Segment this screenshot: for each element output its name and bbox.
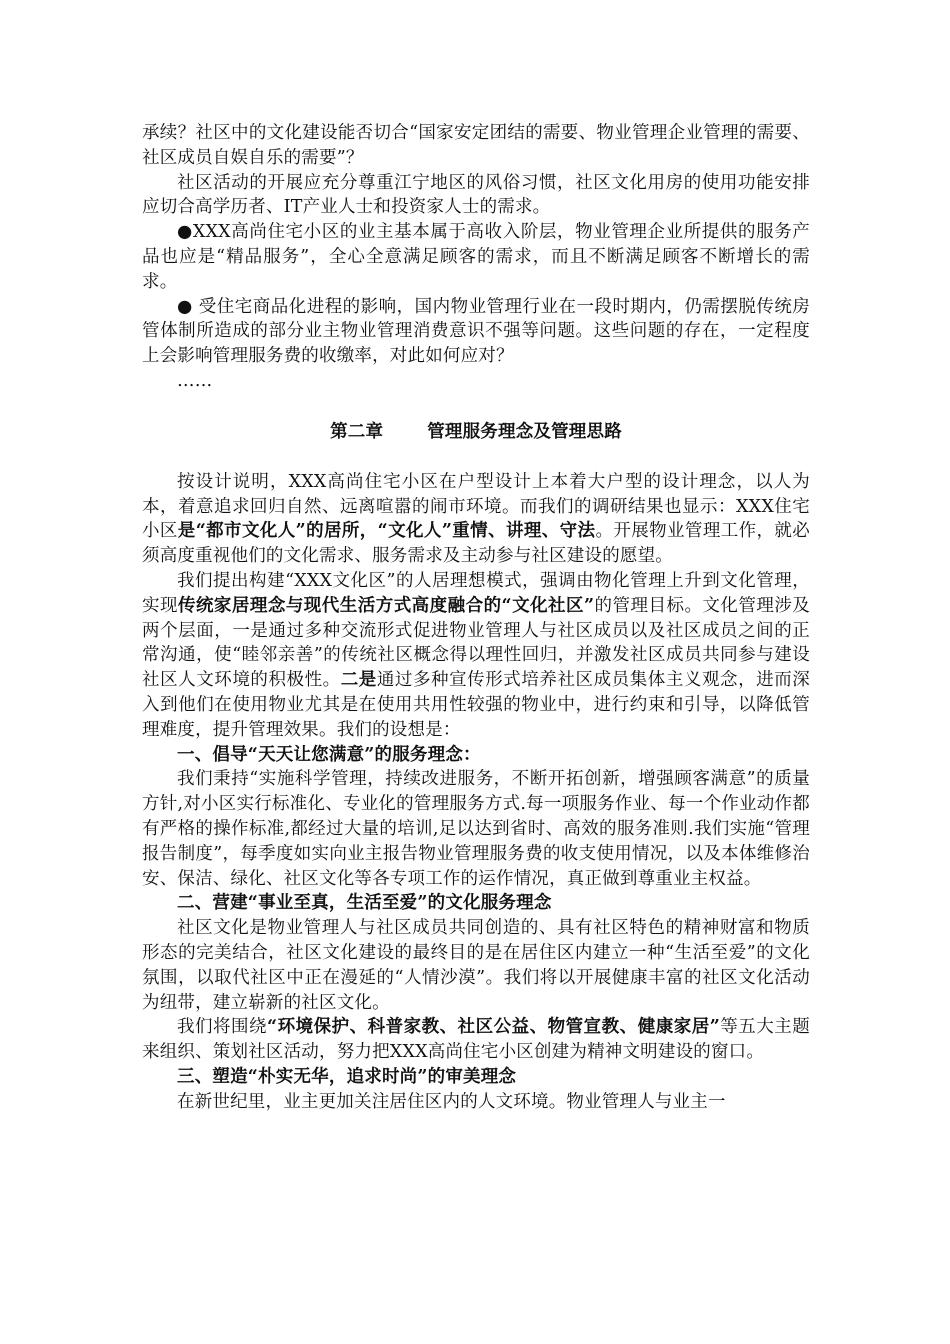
bold-run: 是“都市文化人”的居所，“文化人”重情、讲理、守法 (177, 521, 596, 542)
section-body-2b (142, 1015, 810, 1065)
paragraph-bullet-commercialization: ● 受住宅商品化进程的影响，国内物业管理行业在一段时期内，仍需摆脱传统房管体制所造成的部分业主物业管理消费意识不强等问题。这些问题的存在，一定程度上会影响管理服务费的收缴率，对此如何应对？ (142, 296, 810, 367)
paragraph-bullet-high-income: ●XXX高尚住宅小区的业主基本属于高收入阶层，物业管理企业所提供的服务产品也应是“精品服务”，全心全意满足顾客的需求，而且不断满足顾客不断增长的需求。 (142, 222, 810, 292)
bold-run: “环境保护、科普家教、社区公益、物管宣教、健康家居” (267, 1017, 720, 1038)
section-heading-2: 二、营建“事业至真，生活至爱”的文化服务理念 (177, 893, 552, 914)
bold-run: 二是 (340, 670, 377, 691)
text-run: 的管理目标。文化管理涉及两个层面，一是通过多种交流形式促进物业管理人与社区成员以及社区成员之间的正常沟通，使“睦邻亲善”的传统社区概念得以理性回归，并激发社区成员共同参与建设社区人文环境的积极性。 (142, 595, 811, 691)
paragraph-custom-respect: 社区活动的开展应充分尊重江宁地区的风俗习惯，社区文化用房的使用功能安排应切合高学历者、IT产业人士和投资家人士的需求。 (142, 172, 810, 218)
document-body (142, 121, 810, 1114)
paragraph-culture-district (142, 569, 810, 743)
text-run: 按设计说明，XXX高尚住宅小区在户型设计上本着大户型的设计理念，以人为本，着意追求回归自然、远离喧嚣的闹市环境。而我们的调研结果也显示：XXX住宅小区 (142, 471, 810, 542)
chapter-number: 第二章 (330, 421, 384, 442)
section-body-2a: 社区文化是物业管理人与社区成员共同创造的、具有社区特色的精神财富和物质形态的完美结合，社区文化建设的最终目的是在居住区内建立一种“生活至爱”的文化氛围，以取代社区中正在漫延的“人情沙漠”。我们将以开展健康丰富的社区文化活动为纽带，建立崭新的社区文化。 (142, 918, 810, 1013)
text-run: 通过多种宣传形式培养社区成员集体主义观念，进而深入到他们在使用物业尤其是在使用共用性较强的物业中，进行约束和引导，以降低管理难度，提升管理效果。我们的设想是： (142, 670, 810, 740)
paragraph-design-intro (142, 470, 810, 569)
section-heading-1: 一、倡导“天天让您满意”的服务理念： (177, 744, 481, 765)
text-run: 我们提出构建“XXX文化区”的人居理想模式，强调由物化管理上升到文化管理，实现 (142, 570, 810, 616)
chapter-title: 管理服务理念及管理思路 (427, 421, 622, 442)
bold-run: 传统家居理念与现代生活方式高度融合的“文化社区” (177, 595, 595, 616)
section-body-1: 我们秉持“实施科学管理，持续改进服务，不断开拓创新，增强顾客满意”的质量方针,对小区实行标准化、专业化的管理服务方式.每一项服务作业、每一个作业动作都有严格的操作标准,都经过大量的培训,足以达到省时、高效的服务准则.我们实施“管理报告制度”，每季度如实向业主报告物业管理服务费的收支使用情况，以及本体维修治安、保洁、绿化、社区文化等各专项工作的运作情况，真正做到尊重业主权益。 (142, 769, 810, 889)
text-run: 。开展物业管理工作，就必须高度重视他们的文化需求、服务需求及主动参与社区建设的愿望。 (142, 521, 811, 567)
text-run: 等五大主题来组织、策划社区活动，努力把XXX高尚住宅小区创建为精神文明建设的窗口。 (142, 1017, 811, 1063)
ellipsis: …… (177, 370, 213, 391)
section-body-3: 在新世纪里，业主更加关注居住区内的人文环境。物业管理人与业主一 (177, 1091, 726, 1112)
chapter-heading (142, 420, 810, 444)
section-heading-3: 三、塑造“朴实无华，追求时尚”的审美理念 (177, 1066, 517, 1087)
paragraph-continuation: 承续？社区中的文化建设能否切合“国家安定团结的需要、物业管理企业管理的需要、社区成员自娱自乐的需要”？ (142, 123, 810, 168)
text-run: 我们将围绕 (177, 1017, 268, 1038)
